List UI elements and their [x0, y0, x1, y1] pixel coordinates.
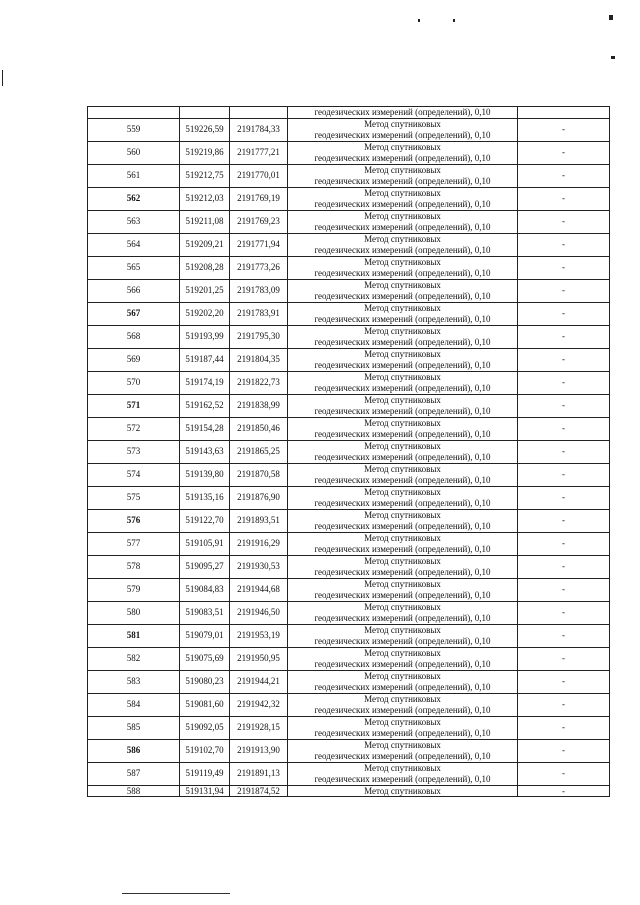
method-line-1: Метод спутниковых	[364, 763, 441, 773]
table-row	[88, 785, 610, 797]
method-cell	[288, 486, 518, 509]
method-line-1: Метод спутниковых	[364, 211, 441, 221]
method-line-2: геодезических измерений (определений), 0,10	[314, 382, 491, 393]
x-coordinate-cell: 519211,08	[180, 210, 230, 233]
point-number-cell	[88, 107, 180, 119]
method-cell	[288, 394, 518, 417]
y-coordinate-cell: 2191795,30	[230, 325, 288, 348]
method-line-1: Метод спутниковых	[364, 165, 441, 175]
method-cell	[288, 118, 518, 141]
method-line-2: геодезических измерений (определений), 0,10	[314, 175, 491, 186]
x-coordinate-cell: 519092,05	[180, 716, 230, 739]
y-coordinate-cell: 2191784,33	[230, 118, 288, 141]
method-line-2: геодезических измерений (определений), 0,10	[314, 267, 491, 278]
point-number-cell: 567	[88, 302, 180, 325]
x-coordinate-cell: 519135,16	[180, 486, 230, 509]
point-number-cell: 581	[88, 624, 180, 647]
table-row	[88, 532, 610, 555]
method-cell	[288, 302, 518, 325]
point-number-cell: 566	[88, 279, 180, 302]
point-number-cell: 569	[88, 348, 180, 371]
method-line-2: геодезических измерений (определений), 0,10	[314, 681, 491, 692]
method-cell	[288, 210, 518, 233]
method-cell	[288, 440, 518, 463]
dash-cell: -	[518, 624, 610, 647]
y-coordinate-cell: 2191944,21	[230, 670, 288, 693]
method-line-1: Метод спутниковых	[364, 625, 441, 635]
x-coordinate-cell: 519081,60	[180, 693, 230, 716]
dash-cell: -	[518, 578, 610, 601]
method-line-2: геодезических измерений (определений), 0,10	[314, 589, 491, 600]
dash-cell: -	[518, 394, 610, 417]
y-coordinate-cell: 2191946,50	[230, 601, 288, 624]
method-line-1: Метод спутниковых	[364, 487, 441, 497]
method-line-2: геодезических измерений (определений), 0,10	[314, 520, 491, 531]
dash-cell: -	[518, 210, 610, 233]
y-coordinate-cell: 2191850,46	[230, 417, 288, 440]
y-coordinate-cell: 2191916,29	[230, 532, 288, 555]
method-cell	[288, 601, 518, 624]
x-coordinate-cell: 519139,80	[180, 463, 230, 486]
method-line-1: Метод спутниковых	[364, 349, 441, 359]
point-number-cell: 560	[88, 141, 180, 164]
scan-speck	[2, 70, 3, 86]
method-cell	[288, 371, 518, 394]
x-coordinate-cell: 519095,27	[180, 555, 230, 578]
method-line-1: Метод спутниковых	[364, 395, 441, 405]
table-row	[88, 141, 610, 164]
method-cell	[288, 693, 518, 716]
table-row	[88, 187, 610, 210]
table-row	[88, 509, 610, 532]
y-coordinate-cell: 2191773,26	[230, 256, 288, 279]
y-coordinate-cell: 2191777,21	[230, 141, 288, 164]
method-line-2: геодезических измерений (определений), 0,10	[314, 152, 491, 163]
method-line-2: геодезических измерений (определений), 0,10	[314, 336, 491, 347]
method-line-1: Метод спутниковых	[364, 510, 441, 520]
table-row	[88, 210, 610, 233]
y-coordinate-cell: 2191771,94	[230, 233, 288, 256]
x-coordinate-cell: 519079,01	[180, 624, 230, 647]
table-row	[88, 107, 610, 119]
table-row	[88, 463, 610, 486]
method-line-1: Метод спутниковых	[364, 303, 441, 313]
point-number-cell: 570	[88, 371, 180, 394]
y-coordinate-cell: 2191950,95	[230, 647, 288, 670]
method-line-2: геодезических измерений (определений), 0,10	[314, 313, 491, 324]
dash-cell: -	[518, 785, 610, 797]
method-line-2: геодезических измерений (определений), 0,10	[314, 405, 491, 416]
dash-cell: -	[518, 762, 610, 785]
dash-cell: -	[518, 256, 610, 279]
point-number-cell: 565	[88, 256, 180, 279]
y-coordinate-cell: 2191822,73	[230, 371, 288, 394]
method-line-1: Метод спутниковых	[364, 717, 441, 727]
method-cell	[288, 348, 518, 371]
method-line-2: геодезических измерений (определений), 0,10	[314, 543, 491, 554]
method-cell	[288, 279, 518, 302]
method-cell	[288, 325, 518, 348]
point-number-cell: 568	[88, 325, 180, 348]
y-coordinate-cell: 2191783,09	[230, 279, 288, 302]
method-cell	[288, 532, 518, 555]
method-cell	[288, 417, 518, 440]
table-row	[88, 578, 610, 601]
point-number-cell: 582	[88, 647, 180, 670]
y-coordinate-cell: 2191944,68	[230, 578, 288, 601]
point-number-cell: 586	[88, 739, 180, 762]
x-coordinate-cell: 519219,86	[180, 141, 230, 164]
x-coordinate-cell: 519201,25	[180, 279, 230, 302]
method-line-1: Метод спутниковых	[364, 326, 441, 336]
point-number-cell: 585	[88, 716, 180, 739]
x-coordinate-cell: 519209,21	[180, 233, 230, 256]
method-line-2: геодезических измерений (определений), 0,10	[314, 727, 491, 738]
table-row	[88, 256, 610, 279]
point-number-cell: 574	[88, 463, 180, 486]
method-cell	[288, 762, 518, 785]
method-line-2: геодезических измерений (определений), 0,10	[314, 129, 491, 140]
method-line-1: Метод спутниковых	[364, 740, 441, 750]
coordinates-table-body	[88, 107, 610, 797]
method-cell	[288, 739, 518, 762]
x-coordinate-cell: 519080,23	[180, 670, 230, 693]
x-coordinate-cell: 519174,19	[180, 371, 230, 394]
method-line-2: геодезических измерений (определений), 0,10	[314, 359, 491, 370]
y-coordinate-cell: 2191804,35	[230, 348, 288, 371]
point-number-cell: 576	[88, 509, 180, 532]
x-coordinate-cell: 519154,28	[180, 417, 230, 440]
table-row	[88, 279, 610, 302]
method-line-2: геодезических измерений (определений), 0,10	[314, 773, 491, 784]
method-line-1: Метод спутниковых	[364, 694, 441, 704]
coordinates-table	[87, 106, 610, 797]
method-line-1: Метод спутниковых	[364, 464, 441, 474]
method-cell	[288, 509, 518, 532]
dash-cell: -	[518, 670, 610, 693]
method-cell	[288, 555, 518, 578]
method-cell	[288, 141, 518, 164]
y-coordinate-cell: 2191769,23	[230, 210, 288, 233]
footnote-line	[122, 893, 230, 894]
dash-cell: -	[518, 118, 610, 141]
dash-cell: -	[518, 532, 610, 555]
point-number-cell: 564	[88, 233, 180, 256]
table-row	[88, 739, 610, 762]
method-line-1: Метод спутниковых	[364, 257, 441, 267]
method-line-2: геодезических измерений (определений), 0,10	[314, 428, 491, 439]
method-line-2: геодезических измерений (определений), 0,10	[314, 704, 491, 715]
x-coordinate-cell: 519102,70	[180, 739, 230, 762]
y-coordinate-cell: 2191891,13	[230, 762, 288, 785]
scan-speck	[611, 56, 615, 59]
method-line-2: геодезических измерений (определений), 0,10	[314, 198, 491, 209]
scan-speck	[418, 19, 420, 22]
y-coordinate-cell: 2191838,99	[230, 394, 288, 417]
method-cell	[288, 578, 518, 601]
method-line-2: геодезических измерений (определений), 0,10	[314, 221, 491, 232]
method-line-2: геодезических измерений (определений), 0,10	[314, 658, 491, 669]
y-coordinate-cell	[230, 107, 288, 119]
dash-cell: -	[518, 233, 610, 256]
method-cell	[288, 624, 518, 647]
method-line-2: геодезических измерений (определений), 0,10	[314, 474, 491, 485]
method-line-1: Метод спутниковых	[364, 671, 441, 681]
dash-cell: -	[518, 279, 610, 302]
table-row	[88, 601, 610, 624]
table-row	[88, 762, 610, 785]
method-cell	[288, 164, 518, 187]
table-row	[88, 624, 610, 647]
point-number-cell: 572	[88, 417, 180, 440]
method-line-1: Метод спутниковых	[364, 234, 441, 244]
point-number-cell: 577	[88, 532, 180, 555]
point-number-cell: 588	[88, 785, 180, 797]
method-line-1: Метод спутниковых	[364, 441, 441, 451]
method-line-1: Метод спутниковых	[364, 280, 441, 290]
dash-cell: -	[518, 141, 610, 164]
table-row	[88, 486, 610, 509]
method-line-1: Метод спутниковых	[364, 556, 441, 566]
table-row	[88, 348, 610, 371]
dash-cell: -	[518, 716, 610, 739]
method-line-1: Метод спутниковых	[364, 372, 441, 382]
method-line-1: Метод спутниковых	[364, 418, 441, 428]
y-coordinate-cell: 2191930,53	[230, 555, 288, 578]
x-coordinate-cell: 519208,28	[180, 256, 230, 279]
x-coordinate-cell: 519122,70	[180, 509, 230, 532]
table-row	[88, 647, 610, 670]
method-line-1: Метод спутниковых	[364, 142, 441, 152]
table-row	[88, 325, 610, 348]
scan-speck	[609, 15, 613, 20]
y-coordinate-cell: 2191783,91	[230, 302, 288, 325]
method-line-2: геодезических измерений (определений), 0,10	[314, 750, 491, 761]
table-row	[88, 716, 610, 739]
dash-cell: -	[518, 302, 610, 325]
x-coordinate-cell: 519193,99	[180, 325, 230, 348]
y-coordinate-cell: 2191942,32	[230, 693, 288, 716]
point-number-cell: 575	[88, 486, 180, 509]
x-coordinate-cell: 519143,63	[180, 440, 230, 463]
y-coordinate-cell: 2191865,25	[230, 440, 288, 463]
scan-speck	[453, 19, 455, 22]
dash-cell: -	[518, 555, 610, 578]
y-coordinate-cell: 2191874,52	[230, 785, 288, 797]
x-coordinate-cell: 519119,49	[180, 762, 230, 785]
dash-cell: -	[518, 693, 610, 716]
table-row	[88, 118, 610, 141]
dash-cell: -	[518, 348, 610, 371]
method-cell	[288, 670, 518, 693]
x-coordinate-cell: 519187,44	[180, 348, 230, 371]
y-coordinate-cell: 2191953,19	[230, 624, 288, 647]
method-line-2: геодезических измерений (определений), 0,10	[314, 635, 491, 646]
table-row	[88, 555, 610, 578]
table-row	[88, 670, 610, 693]
method-line-2: геодезических измерений (определений), 0,10	[314, 244, 491, 255]
point-number-cell: 587	[88, 762, 180, 785]
method-cell	[288, 647, 518, 670]
x-coordinate-cell: 519105,91	[180, 532, 230, 555]
method-cell	[288, 463, 518, 486]
dash-cell: -	[518, 486, 610, 509]
method-line-2: геодезических измерений (определений), 0,10	[314, 612, 491, 623]
table-row	[88, 233, 610, 256]
dash-cell: -	[518, 601, 610, 624]
x-coordinate-cell: 519162,52	[180, 394, 230, 417]
method-cell: геодезических измерений (определений), 0,10	[288, 107, 518, 119]
point-number-cell: 583	[88, 670, 180, 693]
dash-cell: -	[518, 417, 610, 440]
point-number-cell: 559	[88, 118, 180, 141]
method-line-2: геодезических измерений (определений), 0,10	[314, 451, 491, 462]
method-cell	[288, 716, 518, 739]
point-number-cell: 573	[88, 440, 180, 463]
x-coordinate-cell: 519212,03	[180, 187, 230, 210]
point-number-cell: 580	[88, 601, 180, 624]
y-coordinate-cell: 2191870,58	[230, 463, 288, 486]
dash-cell: -	[518, 371, 610, 394]
method-line-1: Метод спутниковых	[364, 119, 441, 129]
method-line-1: Метод спутниковых	[364, 533, 441, 543]
dash-cell	[518, 107, 610, 119]
method-line-1: Метод спутниковых	[364, 579, 441, 589]
dash-cell: -	[518, 325, 610, 348]
dash-cell: -	[518, 164, 610, 187]
table-row	[88, 394, 610, 417]
dash-cell: -	[518, 739, 610, 762]
y-coordinate-cell: 2191770,01	[230, 164, 288, 187]
point-number-cell: 563	[88, 210, 180, 233]
method-line-2: геодезических измерений (определений), 0,10	[314, 566, 491, 577]
y-coordinate-cell: 2191928,15	[230, 716, 288, 739]
point-number-cell: 579	[88, 578, 180, 601]
point-number-cell: 561	[88, 164, 180, 187]
method-line-2: геодезических измерений (определений), 0,10	[314, 290, 491, 301]
y-coordinate-cell: 2191769,19	[230, 187, 288, 210]
method-cell	[288, 233, 518, 256]
x-coordinate-cell: 519084,83	[180, 578, 230, 601]
x-coordinate-cell: 519226,59	[180, 118, 230, 141]
x-coordinate-cell: 519083,51	[180, 601, 230, 624]
dash-cell: -	[518, 187, 610, 210]
table-row	[88, 440, 610, 463]
method-cell	[288, 187, 518, 210]
table-row	[88, 693, 610, 716]
dash-cell: -	[518, 509, 610, 532]
y-coordinate-cell: 2191876,90	[230, 486, 288, 509]
x-coordinate-cell: 519075,69	[180, 647, 230, 670]
dash-cell: -	[518, 463, 610, 486]
x-coordinate-cell: 519131,94	[180, 785, 230, 797]
point-number-cell: 571	[88, 394, 180, 417]
dash-cell: -	[518, 647, 610, 670]
y-coordinate-cell: 2191913,90	[230, 739, 288, 762]
dash-cell: -	[518, 440, 610, 463]
x-coordinate-cell: 519212,75	[180, 164, 230, 187]
x-coordinate-cell: 519202,20	[180, 302, 230, 325]
method-line-1: Метод спутниковых	[364, 188, 441, 198]
table-row	[88, 164, 610, 187]
table-row	[88, 302, 610, 325]
method-line-1: Метод спутниковых	[364, 602, 441, 612]
x-coordinate-cell	[180, 107, 230, 119]
point-number-cell: 562	[88, 187, 180, 210]
method-line-2: геодезических измерений (определений), 0,10	[314, 497, 491, 508]
method-line-1: Метод спутниковых	[364, 648, 441, 658]
table-row	[88, 417, 610, 440]
table-row	[88, 371, 610, 394]
point-number-cell: 584	[88, 693, 180, 716]
point-number-cell: 578	[88, 555, 180, 578]
method-cell: Метод спутниковых	[288, 785, 518, 797]
y-coordinate-cell: 2191893,51	[230, 509, 288, 532]
method-cell	[288, 256, 518, 279]
